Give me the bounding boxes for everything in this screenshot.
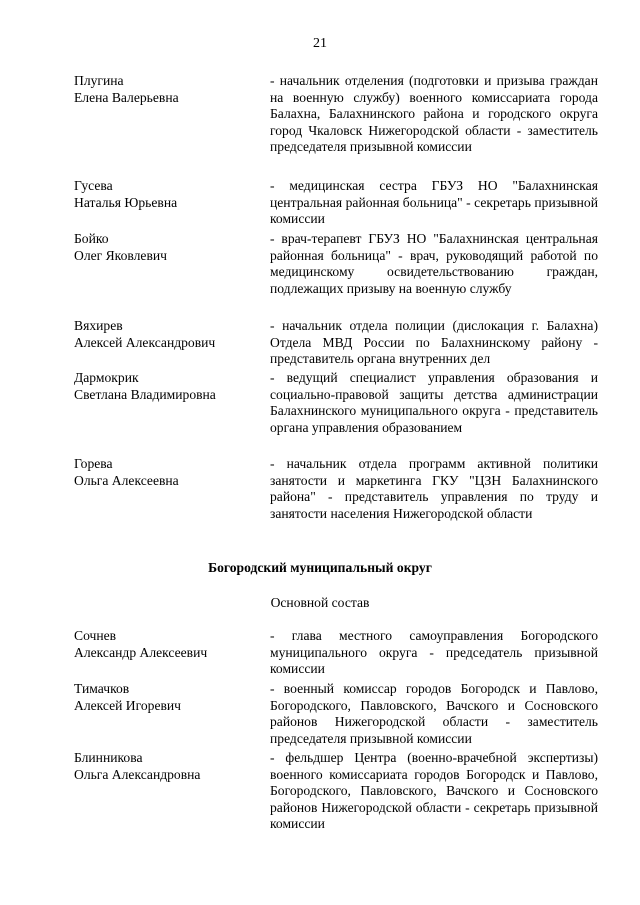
- section-subheading: Основной состав: [270, 595, 370, 610]
- member-entry: [74, 370, 598, 436]
- member-role: - медицинская сестра ГБУЗ НО "Балахнинская центральная районная больница" - секретарь призывной комиссии: [270, 178, 598, 227]
- member-role: - врач-терапевт ГБУЗ НО "Балахнинская центральная районная больница" - врач, руководящий работой по медицинскому освидетельствованию граждан, подлежащих призыву на военную службу: [270, 231, 598, 296]
- section-heading: Богородский муниципальный округ: [208, 560, 432, 575]
- member-surname: Плугина: [74, 73, 124, 88]
- member-name: [74, 628, 270, 678]
- member-surname: Сочнев: [74, 628, 117, 643]
- member-surname: Горева: [74, 456, 113, 471]
- member-surname: Блинникова: [74, 750, 143, 765]
- member-surname: Тимачков: [74, 681, 130, 696]
- member-entry: [74, 231, 598, 297]
- member-given-name: Светлана Владимировна: [74, 386, 216, 402]
- member-entry: [74, 681, 598, 747]
- member-given-name: Ольга Александровна: [74, 766, 201, 782]
- member-entry: [74, 628, 598, 678]
- member-name: [74, 73, 270, 156]
- member-surname: Дармокрик: [74, 370, 139, 385]
- member-surname: Вяхирев: [74, 318, 123, 333]
- member-name: [74, 456, 270, 522]
- member-surname: Гусева: [74, 178, 113, 193]
- member-given-name: Алексей Александрович: [74, 334, 216, 350]
- member-role: - начальник отделения (подготовки и призыва граждан на военную службу) военного комиссариата города Балахна, Балахнинского района и городского округа город Чкаловск Нижегородской области - заместитель председателя призывной комиссии: [270, 73, 598, 155]
- member-name: [74, 370, 270, 436]
- member-given-name: Елена Валерьевна: [74, 89, 179, 105]
- page-number: 21: [313, 36, 327, 51]
- member-surname: Бойко: [74, 231, 109, 246]
- member-given-name: Наталья Юрьевна: [74, 194, 178, 210]
- member-given-name: Алексей Игоревич: [74, 697, 182, 713]
- member-role: - начальник отдела полиции (дислокация г. Балахна) Отдела МВД России по Балахнинскому району - представитель органа внутренних дел: [270, 318, 598, 367]
- member-entry: [74, 318, 598, 368]
- member-given-name: Олег Яковлевич: [74, 247, 167, 263]
- member-role: - глава местного самоуправления Богородского муниципального округа - председатель призывной комиссии: [270, 628, 598, 677]
- member-name: [74, 178, 270, 228]
- member-name: [74, 318, 270, 368]
- member-entry: [74, 456, 598, 522]
- member-entry: [74, 73, 598, 156]
- member-name: [74, 750, 270, 833]
- member-role: - начальник отдела программ активной политики занятости и маркетинга ГКУ "ЦЗН Балахнинского района" - представитель управления по труду и занятости населения Нижегородской области: [270, 456, 598, 521]
- member-role: - фельдшер Центра (военно-врачебной экспертизы) военного комиссариата городов Богородск и Павлово, Богородского, Павловского, Вачского и Сосновского районов Нижегородской области - секретарь призывной комиссии: [270, 750, 598, 832]
- member-role: - военный комиссар городов Богородск и Павлово, Богородского, Павловского, Вачского и Сосновского районов Нижегородской области - заместитель председателя призывной комиссии: [270, 681, 598, 746]
- member-entry: [74, 750, 598, 833]
- member-entry: [74, 178, 598, 228]
- member-name: [74, 231, 270, 297]
- member-given-name: Ольга Алексеевна: [74, 472, 179, 488]
- member-given-name: Александр Алексеевич: [74, 644, 208, 660]
- member-role: - ведущий специалист управления образования и социально-правовой защиты детства администрации Балахнинского муниципального округа - представитель органа управления образованием: [270, 370, 598, 435]
- member-name: [74, 681, 270, 747]
